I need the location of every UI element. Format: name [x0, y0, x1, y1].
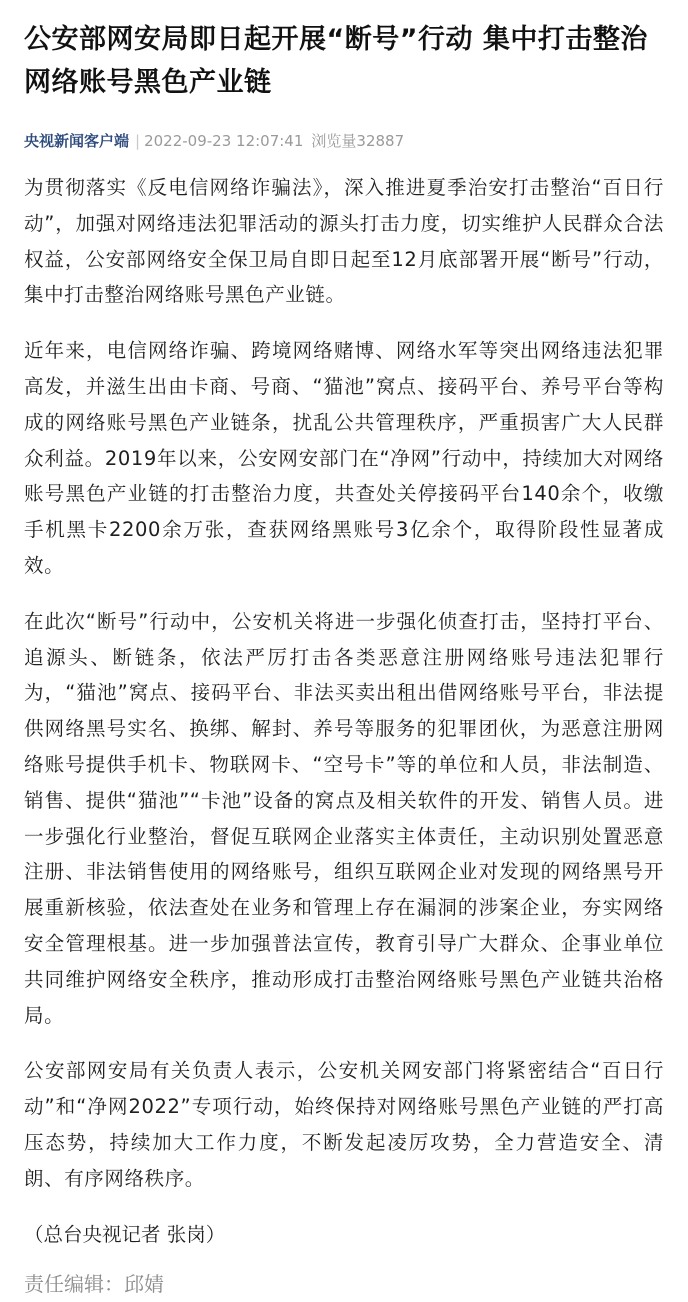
reporter-credit: （总台央视记者 张岗） — [24, 1222, 226, 1246]
views-count: 32887 — [356, 132, 405, 150]
paragraph-4: 公安部网安局有关负责人表示，公安机关网安部门将紧密结合“百日行动”和“净网2022”专项行动，始终保持对网络账号黑色产业链的严打高压态势，持续加大工作力度，不断发起凌厉攻势，全力营造安全、清朗、有序网络秩序。 — [24, 1059, 664, 1190]
publish-datetime: 2022-09-23 12:07:41 — [144, 132, 304, 150]
views-label: 浏览量 — [311, 132, 357, 150]
responsible-editor: 责任编辑：邱婧 — [24, 1271, 164, 1296]
paragraph-2: 近年来，电信网络诈骗、跨境网络赌博、网络水军等突出网络违法犯罪高发，并滋生出由卡商、号商、“猫池”窝点、接码平台、养号平台等构成的网络账号黑色产业链条，扰乱公共管理秩序，严重损害广大人民群众利益。2019年以来，公安网安部门在“净网”行动中，持续加大对网络账号黑色产业链的打击整治力度，共查处关停接码平台140余个，收缴手机黑卡2200余万张，查获网络黑账号3亿余个，取得阶段性显著成效。 — [24, 339, 664, 577]
source-link[interactable]: 央视新闻客户端 — [24, 132, 130, 150]
article-title: 公安部网安局即日起开展“断号”行动 集中打击整治网络账号黑色产业链 — [24, 24, 648, 98]
paragraph-3: 在此次“断号”行动中，公安机关将进一步强化侦查打击，坚持打平台、追源头、断链条，依法严厉打击各类恶意注册网络账号违法犯罪行为，“猫池”窝点、接码平台、非法买卖出租出借网络账号平台，非法提供网络黑号实名、换绑、解封、养号等服务的犯罪团伙，为恶意注册网络账号提供手机卡、物联网卡、“空号卡”等的单位和人员，非法制造、销售、提供“猫池”“卡池”设备的窝点及相关软件的开发、销售人员。进一步强化行业整治，督促互联网企业落实主体责任，主动识别处置恶意注册、非法销售使用的网络账号，组织互联网企业对发现的网络黑号开展重新核验，依法查处在业务和管理上存在漏洞的涉案企业，夯实网络安全管理根基。进一步加强普法宣传，教育引导广大群众、企事业单位共同维护网络安全秩序，推动形成打击整治网络账号黑色产业链共治格局。 — [24, 609, 664, 1027]
article — [24, 18, 664, 1302]
article-meta — [24, 130, 664, 152]
paragraph-1: 为贯彻落实《反电信网络诈骗法》，深入推进夏季治安打击整治“百日行动”，加强对网络违法犯罪活动的源头打击力度，切实维护人民群众合法权益，公安部网络安全保卫局自即日起至12月底部署开展“断号”行动，集中打击整治网络账号黑色产业链。 — [24, 176, 664, 307]
meta-separator: | — [135, 132, 141, 150]
article-body — [24, 170, 664, 1302]
